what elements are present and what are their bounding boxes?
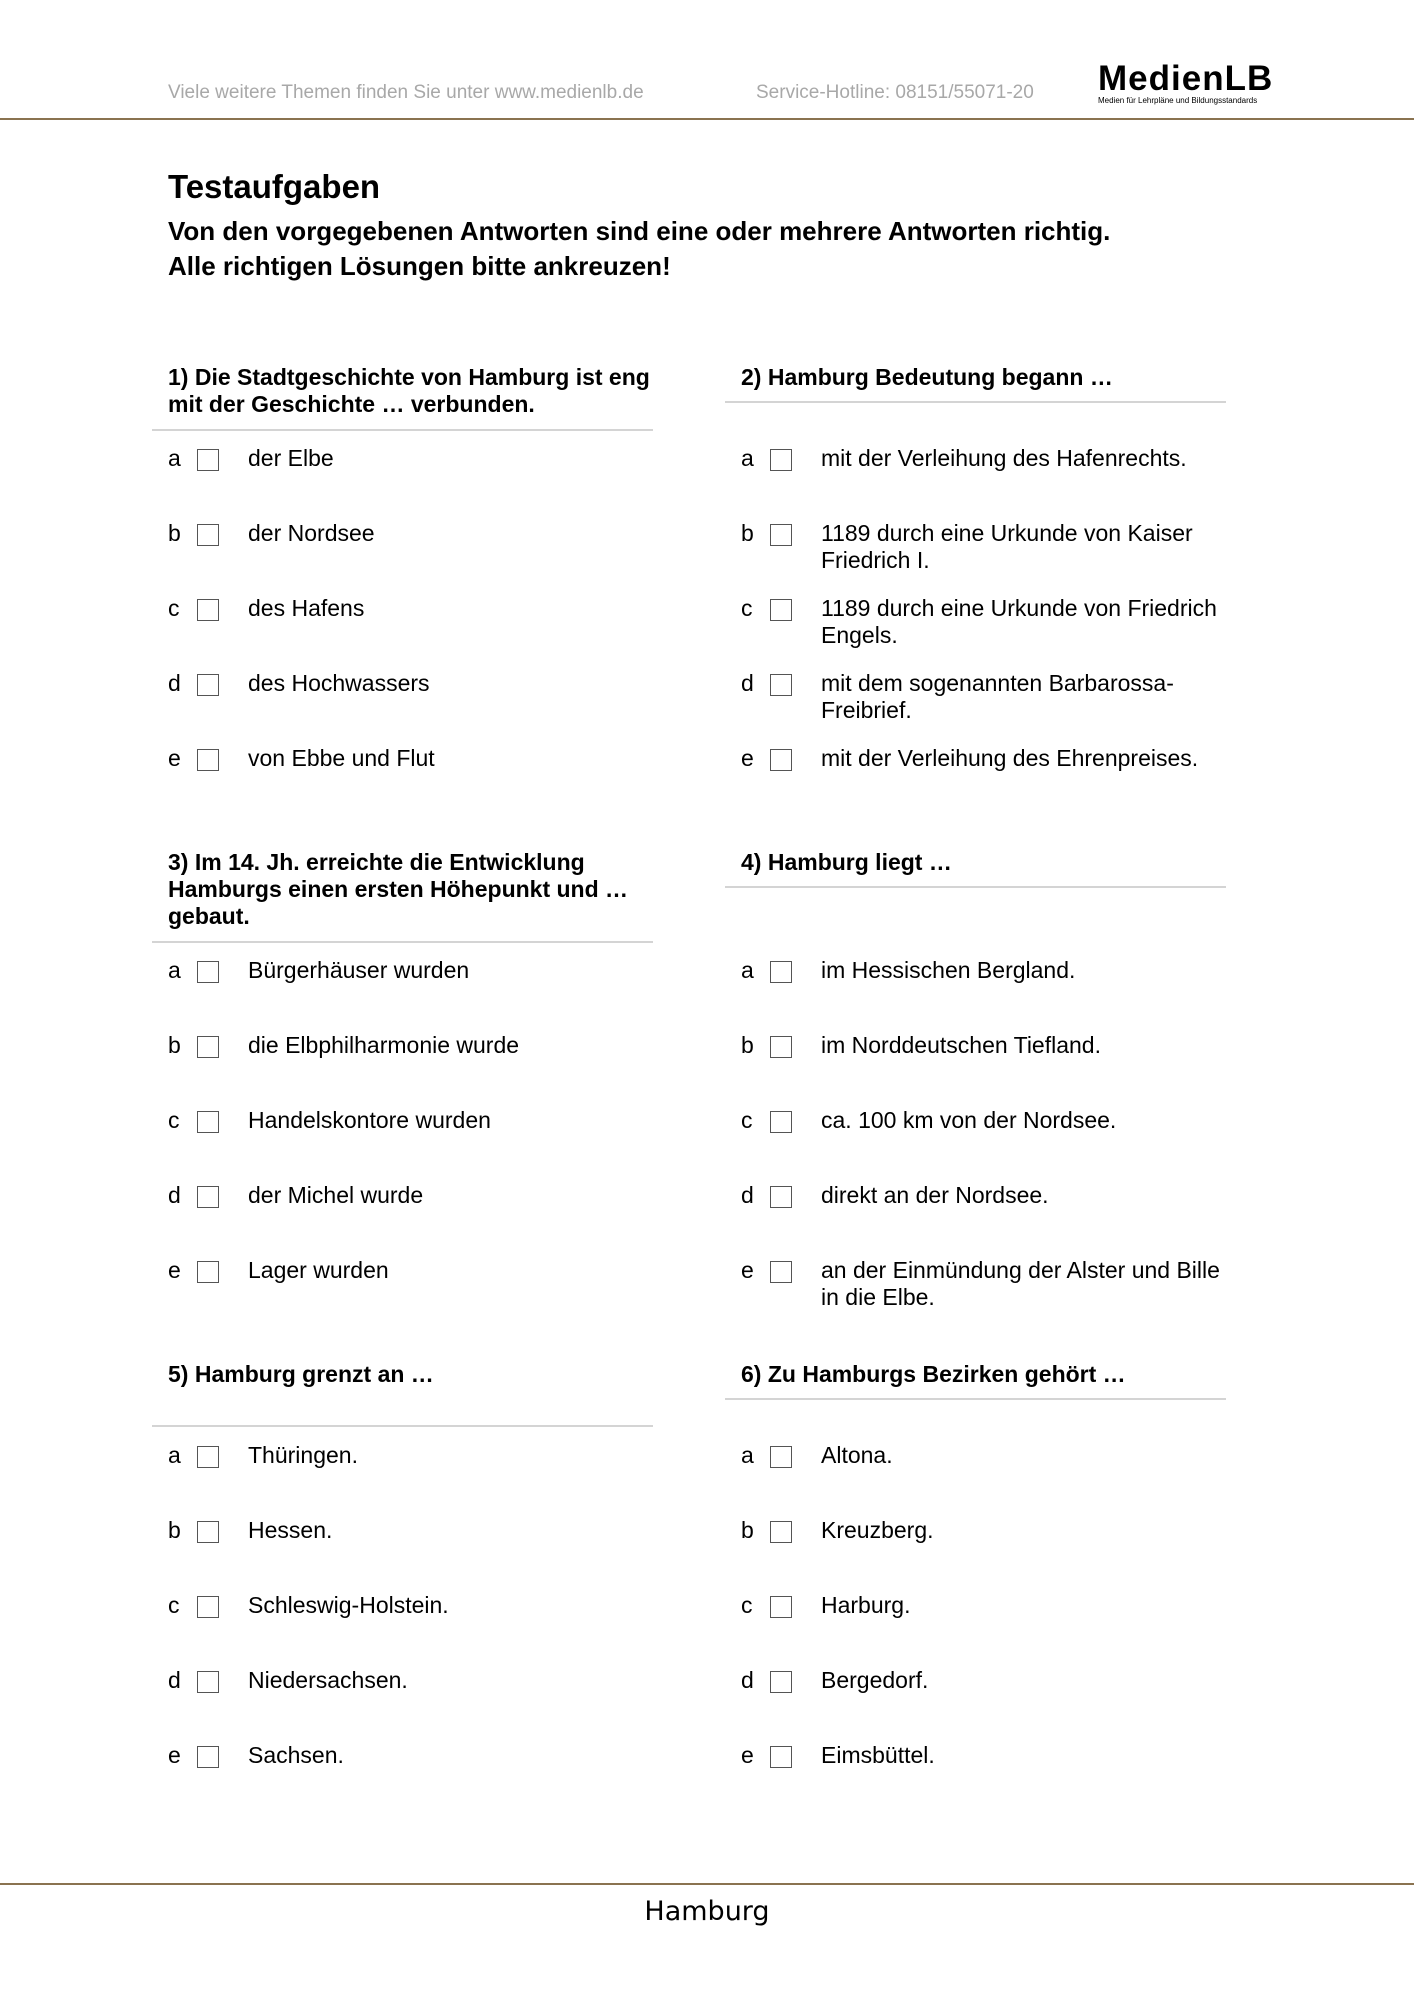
option-text: mit der Verleihung des Hafenrechts. (821, 445, 1187, 471)
answer-checkbox[interactable] (197, 749, 219, 771)
medienlb-logo (1098, 59, 1298, 106)
option-letter: d (168, 1667, 181, 1693)
header-left-text: Viele weitere Themen finden Sie unter www.medienlb.de (168, 82, 644, 103)
answer-checkbox[interactable] (197, 1111, 219, 1133)
answer-checkbox[interactable] (770, 1111, 792, 1133)
option-text: an der Einmündung der Alster und Bille in die Elbe. (821, 1257, 1220, 1310)
option-letter: d (168, 670, 181, 696)
question-text: 6) Zu Hamburgs Bezirken gehört … (741, 1361, 1126, 1387)
option-letter: b (741, 520, 754, 546)
answer-checkbox[interactable] (197, 1746, 219, 1768)
option-d (168, 1667, 678, 1727)
option-text: Bergedorf. (821, 1667, 929, 1693)
option-text: Thüringen. (248, 1442, 358, 1468)
option-a (168, 445, 678, 505)
option-a (741, 957, 1251, 1017)
option-text: der Nordsee (248, 520, 375, 546)
question-divider (152, 1425, 653, 1427)
option-d (741, 670, 1251, 730)
answer-checkbox[interactable] (770, 1596, 792, 1618)
option-b (741, 520, 1251, 580)
option-c (741, 1107, 1251, 1167)
instructions (168, 214, 1110, 284)
header-hotline: Service-Hotline: 08151/55071-20 (756, 82, 1034, 103)
answer-checkbox[interactable] (197, 1036, 219, 1058)
answer-checkbox[interactable] (197, 1446, 219, 1468)
option-c (168, 1107, 678, 1167)
option-letter: c (741, 1592, 753, 1618)
instruction-line: Von den vorgegebenen Antworten sind eine oder mehrere Antworten richtig. (168, 216, 1111, 246)
option-a (168, 957, 678, 1017)
option-letter: d (741, 1182, 754, 1208)
option-text: die Elbphilharmonie wurde (248, 1032, 520, 1058)
answer-checkbox[interactable] (770, 1446, 792, 1468)
option-letter: e (168, 1257, 181, 1283)
question-text: 2) Hamburg Bedeutung begann … (741, 364, 1113, 390)
option-c (168, 595, 678, 655)
option-text: der Michel wurde (248, 1182, 424, 1208)
option-b (741, 1517, 1251, 1577)
option-letter: a (168, 957, 181, 983)
answer-checkbox[interactable] (770, 1036, 792, 1058)
answer-checkbox[interactable] (197, 599, 219, 621)
option-text: mit der Verleihung des Ehrenpreises. (821, 745, 1199, 771)
option-letter: a (168, 445, 181, 471)
answer-checkbox[interactable] (197, 1261, 219, 1283)
answer-checkbox[interactable] (770, 674, 792, 696)
option-b (741, 1032, 1251, 1092)
question-divider (152, 429, 653, 431)
option-c (741, 1592, 1251, 1652)
option-b (168, 520, 678, 580)
question-text: 1) Die Stadtgeschichte von Hamburg ist eng mit der Geschichte … verbunden. (168, 364, 650, 417)
option-text: Bürgerhäuser wurden (248, 957, 470, 983)
option-text: mit dem sogenannten Barbarossa-Freibrief. (821, 670, 1174, 723)
logo-main-text: MedienLB (1098, 59, 1274, 98)
option-e (168, 1257, 678, 1317)
answer-checkbox[interactable] (770, 1746, 792, 1768)
logo-sub-text: Medien für Lehrpläne und Bildungsstandards (1098, 96, 1258, 105)
option-text: Niedersachsen. (248, 1667, 408, 1693)
option-letter: c (168, 1592, 180, 1618)
option-text: 1189 durch eine Urkunde von Friedrich Engels. (821, 595, 1217, 648)
option-c (168, 1592, 678, 1652)
option-a (168, 1442, 678, 1502)
option-e (168, 745, 678, 805)
header-divider (0, 118, 1414, 120)
option-letter: e (741, 1257, 754, 1283)
option-letter: d (741, 1667, 754, 1693)
option-text: Eimsbüttel. (821, 1742, 935, 1768)
answer-checkbox[interactable] (770, 599, 792, 621)
option-e (168, 1742, 678, 1802)
option-letter: a (741, 445, 754, 471)
option-d (741, 1667, 1251, 1727)
option-c (741, 595, 1251, 655)
option-text: ca. 100 km von der Nordsee. (821, 1107, 1117, 1133)
answer-checkbox[interactable] (197, 1186, 219, 1208)
option-text: Sachsen. (248, 1742, 344, 1768)
option-letter: a (168, 1442, 181, 1468)
option-letter: b (168, 1032, 181, 1058)
option-d (168, 670, 678, 730)
answer-checkbox[interactable] (197, 961, 219, 983)
answer-checkbox[interactable] (770, 961, 792, 983)
option-text: Altona. (821, 1442, 893, 1468)
option-e (741, 745, 1251, 805)
option-letter: d (741, 670, 754, 696)
question-divider (152, 941, 653, 943)
page-title: Testaufgaben (168, 168, 381, 205)
option-text: Kreuzberg. (821, 1517, 934, 1543)
footer-title: Hamburg (644, 1896, 770, 1927)
answer-checkbox[interactable] (770, 524, 792, 546)
option-letter: e (168, 1742, 181, 1768)
option-text: des Hochwassers (248, 670, 430, 696)
question-text: 3) Im 14. Jh. erreichte die Entwicklung Hamburgs einen ersten Höhepunkt und … gebaut. (168, 849, 629, 929)
question-text: 4) Hamburg liegt … (741, 849, 952, 875)
answer-checkbox[interactable] (197, 449, 219, 471)
option-letter: c (168, 1107, 180, 1133)
option-letter: c (168, 595, 180, 621)
option-letter: c (741, 1107, 753, 1133)
option-text: der Elbe (248, 445, 334, 471)
option-text: direkt an der Nordsee. (821, 1182, 1049, 1208)
option-text: des Hafens (248, 595, 365, 621)
option-letter: e (741, 745, 754, 771)
option-text: im Hessischen Bergland. (821, 957, 1076, 983)
question-text: 5) Hamburg grenzt an … (168, 1361, 434, 1387)
answer-checkbox[interactable] (197, 1596, 219, 1618)
option-a (741, 1442, 1251, 1502)
question-divider (725, 886, 1226, 888)
answer-checkbox[interactable] (770, 1521, 792, 1543)
option-text: Lager wurden (248, 1257, 389, 1283)
instruction-line: Alle richtigen Lösungen bitte ankreuzen! (168, 251, 671, 281)
option-e (741, 1257, 1251, 1317)
option-text: Schleswig-Holstein. (248, 1592, 449, 1618)
option-d (741, 1182, 1251, 1242)
footer-divider (0, 1883, 1414, 1885)
option-letter: b (168, 520, 181, 546)
question-divider (725, 401, 1226, 403)
answer-checkbox[interactable] (197, 1521, 219, 1543)
option-letter: c (741, 595, 753, 621)
option-text: im Norddeutschen Tiefland. (821, 1032, 1101, 1058)
answer-checkbox[interactable] (770, 1261, 792, 1283)
answer-checkbox[interactable] (770, 449, 792, 471)
option-letter: a (741, 1442, 754, 1468)
option-letter: b (741, 1032, 754, 1058)
answer-checkbox[interactable] (770, 749, 792, 771)
option-d (168, 1182, 678, 1242)
option-letter: d (168, 1182, 181, 1208)
option-text: Handelskontore wurden (248, 1107, 491, 1133)
answer-checkbox[interactable] (197, 524, 219, 546)
option-e (741, 1742, 1251, 1802)
option-b (168, 1032, 678, 1092)
option-letter: a (741, 957, 754, 983)
option-letter: b (168, 1517, 181, 1543)
option-text: Hessen. (248, 1517, 333, 1543)
option-text: 1189 durch eine Urkunde von Kaiser Friedrich I. (821, 520, 1193, 573)
option-letter: e (168, 745, 181, 771)
answer-checkbox[interactable] (197, 1671, 219, 1693)
option-text: von Ebbe und Flut (248, 745, 435, 771)
option-b (168, 1517, 678, 1577)
option-text: Harburg. (821, 1592, 911, 1618)
option-a (741, 445, 1251, 505)
option-letter: b (741, 1517, 754, 1543)
question-divider (725, 1398, 1226, 1400)
answer-checkbox[interactable] (770, 1671, 792, 1693)
option-letter: e (741, 1742, 754, 1768)
answer-checkbox[interactable] (197, 674, 219, 696)
answer-checkbox[interactable] (770, 1186, 792, 1208)
